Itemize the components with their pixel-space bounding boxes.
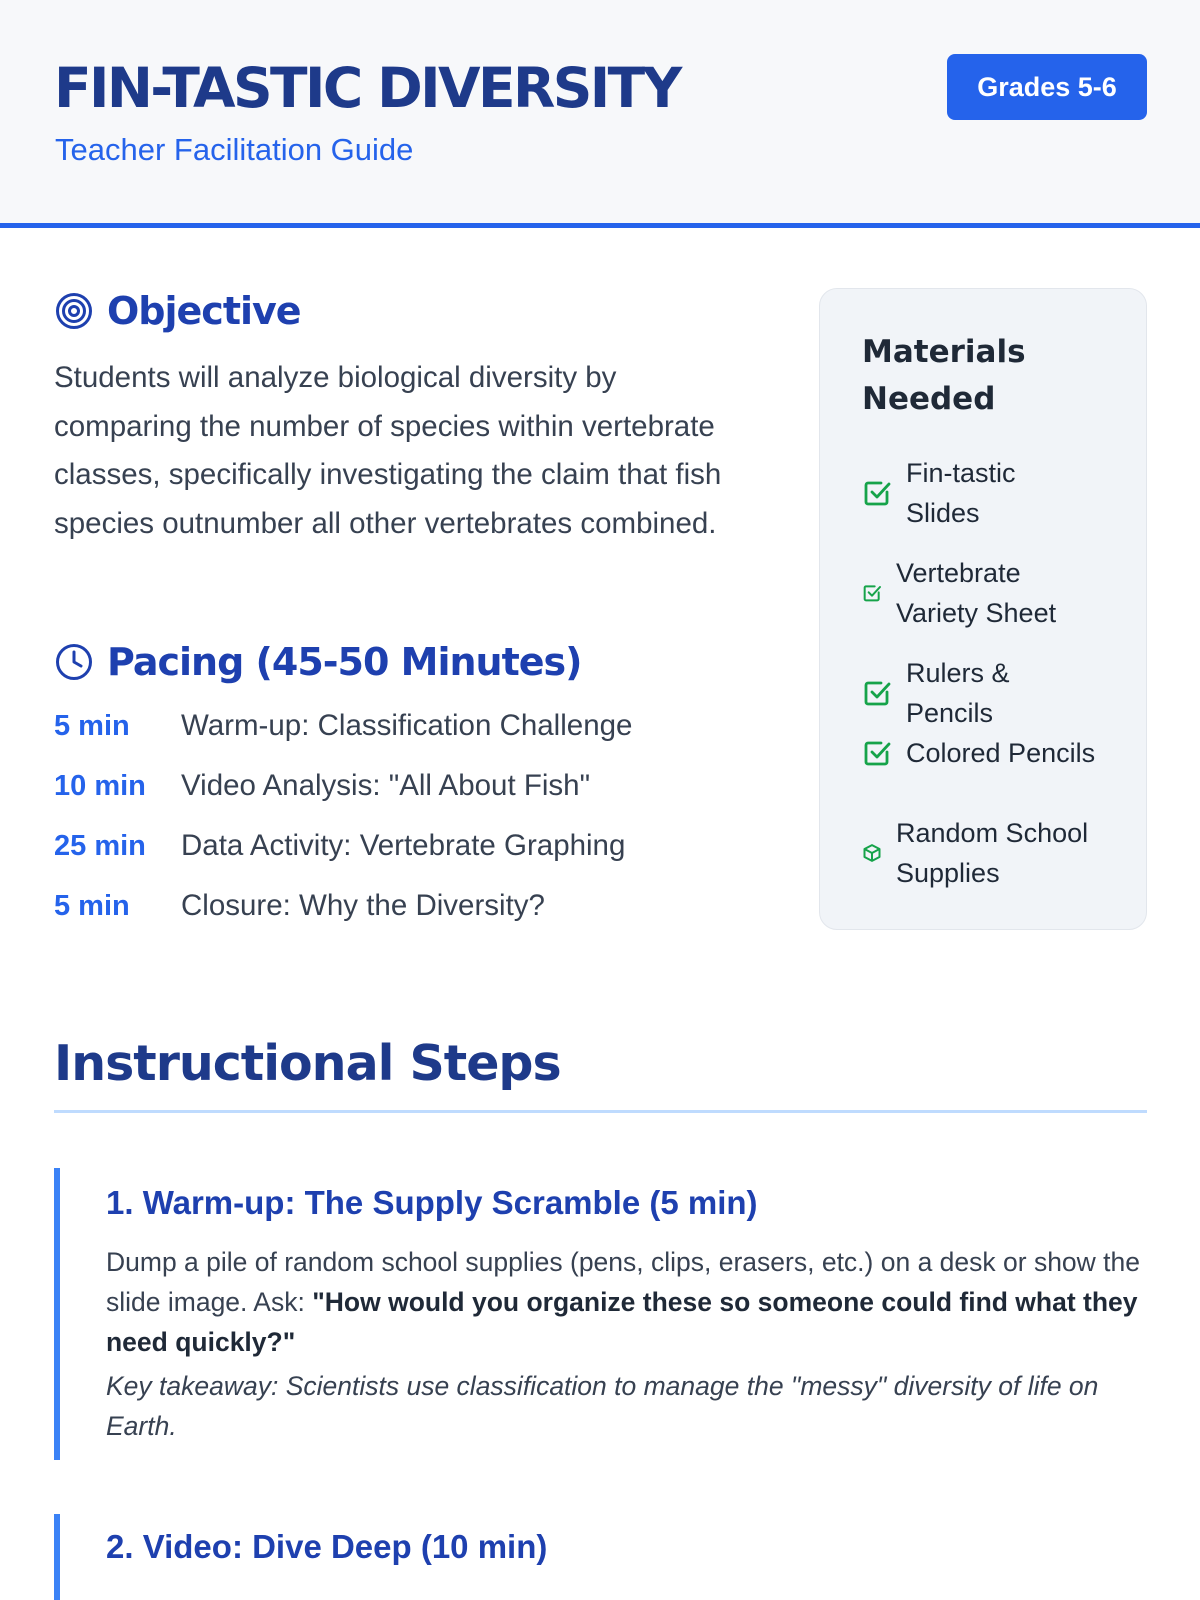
step-card [54, 1514, 1147, 1600]
step-note: Key takeaway: Scientists use classification to manage the "messy" diversity of life on Earth. [106, 1371, 1099, 1441]
pacing-duration: 5 min [54, 709, 130, 742]
materials-item [862, 553, 1092, 633]
page-header [0, 0, 1200, 228]
objective-heading: Objective [107, 289, 301, 333]
check-square-icon [862, 738, 892, 768]
objective-heading-row [55, 289, 301, 333]
pacing-duration: 10 min [54, 769, 146, 802]
pacing-row [54, 706, 632, 746]
pacing-row [54, 766, 590, 806]
materials-item-label: Vertebrate Variety Sheet [896, 558, 1057, 628]
pacing-heading: Pacing (45-50 Minutes) [107, 640, 582, 684]
pacing-activity: Video Analysis: "All About Fish" [181, 769, 591, 802]
materials-item-label: Random School Supplies [896, 818, 1089, 888]
materials-item [862, 453, 1042, 533]
materials-item [862, 813, 1107, 893]
materials-item [862, 653, 1042, 733]
step-question: "How would you organize these so someone could find what they need quickly?" [106, 1287, 1138, 1357]
check-square-icon [862, 478, 892, 508]
step-title: 2. Video: Dive Deep (10 min) [106, 1528, 548, 1565]
step-card [54, 1168, 1147, 1460]
box-icon [862, 843, 882, 863]
check-square-icon [862, 678, 892, 708]
grade-badge: Grades 5-6 [947, 54, 1147, 120]
page-subtitle: Teacher Facilitation Guide [55, 132, 414, 167]
pacing-activity: Data Activity: Vertebrate Graphing [181, 829, 626, 862]
pacing-duration: 25 min [54, 829, 146, 862]
materials-item [862, 733, 1122, 773]
pacing-row [54, 886, 545, 926]
materials-item-label: Rulers & Pencils [906, 658, 1010, 728]
page-title: FIN-TASTIC DIVERSITY [54, 56, 680, 120]
materials-item-label: Fin-tastic Slides [906, 458, 1016, 528]
step-body-text: Dump a pile of random school supplies (pens, clips, erasers, etc.) on a desk or show the slide image. Ask: [106, 1247, 1141, 1317]
section-divider [54, 1110, 1147, 1113]
step-body [106, 1242, 1146, 1362]
step-title: 1. Warm-up: The Supply Scramble (5 min) [106, 1184, 758, 1221]
materials-card [819, 288, 1147, 930]
materials-heading: Materials Needed [862, 334, 1026, 417]
pacing-activity: Closure: Why the Diversity? [181, 889, 545, 922]
pacing-row [54, 826, 625, 866]
pacing-duration: 5 min [54, 889, 130, 922]
pacing-activity: Warm-up: Classification Challenge [181, 709, 633, 742]
objective-text: Students will analyze biological diversity by comparing the number of species within vertebrate classes, specifically investigating the claim that fish species outnumber all other vertebrates combined. [54, 361, 722, 540]
pacing-heading-row [55, 640, 582, 684]
materials-item-label: Colored Pencils [906, 738, 1096, 768]
instructional-steps-heading: Instructional Steps [54, 1035, 561, 1092]
clock-icon [55, 643, 93, 681]
check-square-icon [862, 583, 882, 603]
target-icon [55, 292, 93, 330]
